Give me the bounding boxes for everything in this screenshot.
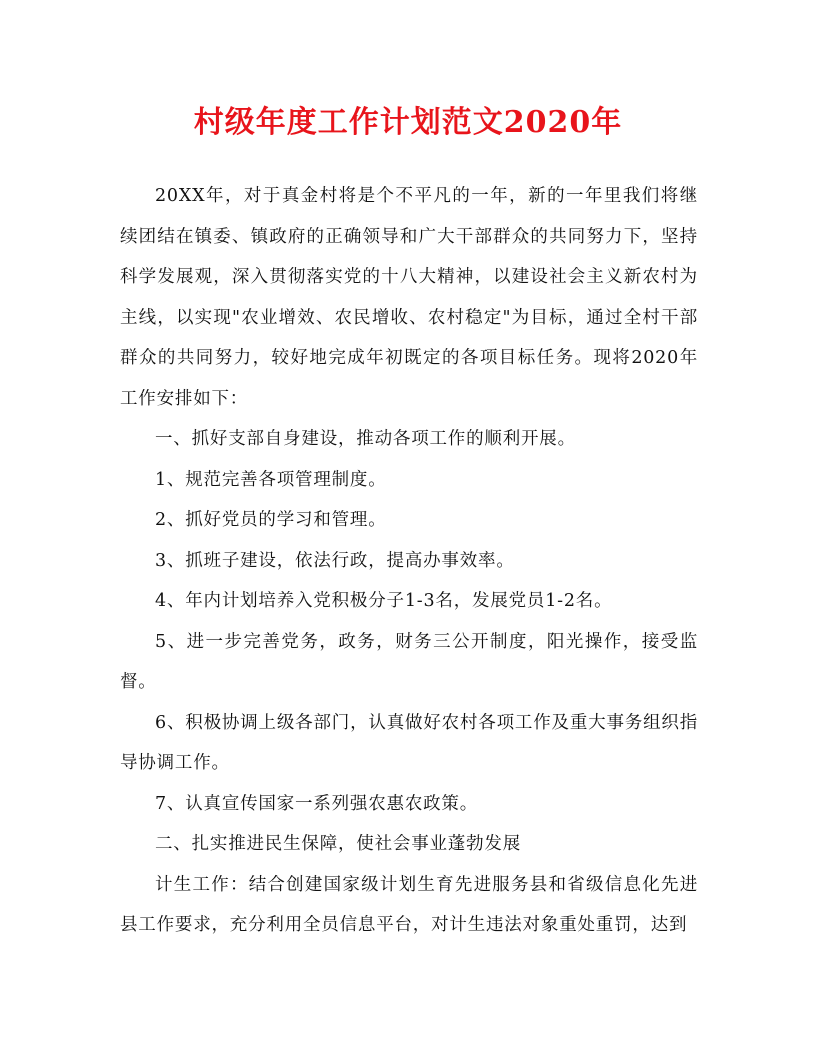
list-item: 6、积极协调上级各部门，认真做好农村各项工作及重大事务组织指导协调工作。 <box>120 712 698 773</box>
section-heading-1: 一、抓好支部自身建设，推动各项工作的顺利开展。 <box>155 429 576 449</box>
section-heading-2: 二、扎实推进民生保障，使社会事业蓬勃发展 <box>155 834 521 854</box>
list-item: 4、年内计划培养入党积极分子1-3名，发展党员1-2名。 <box>155 591 613 611</box>
list-item: 1、规范完善各项管理制度。 <box>155 469 387 490</box>
paragraph-intro: 20XX年，对于真金村将是个不平凡的一年，新的一年里我们将继续团结在镇委、镇政府的正确领导和广大干部群众的共同努力下，坚持科学发展观，深入贯彻落实党的十八大精神，以建设社会主义新农村为主线，以实现"农业增效、农民增收、农村稳定"为目标，通过全村干部群众的共同努力，较好地完成年初既定的各项目标任务。现将2020年工作安排如下： <box>120 186 698 409</box>
paragraph-family-planning: 计生工作：结合创建国家级计划生育先进服务县和省级信息化先进县工作要求，充分利用全员信息平台，对计生违法对象重处重罚，达到 <box>120 874 698 935</box>
document-body <box>120 176 698 946</box>
document-title: 村级年度工作计划范文2020年 <box>193 105 623 140</box>
list-item: 3、抓班子建设，依法行政，提高办事效率。 <box>155 550 515 571</box>
list-item: 2、抓好党员的学习和管理。 <box>155 510 387 530</box>
list-item: 7、认真宣传国家一系列强农惠农政策。 <box>155 793 479 814</box>
list-item: 5、进一步完善党务，政务，财务三公开制度，阳光操作，接受监督。 <box>120 631 698 692</box>
